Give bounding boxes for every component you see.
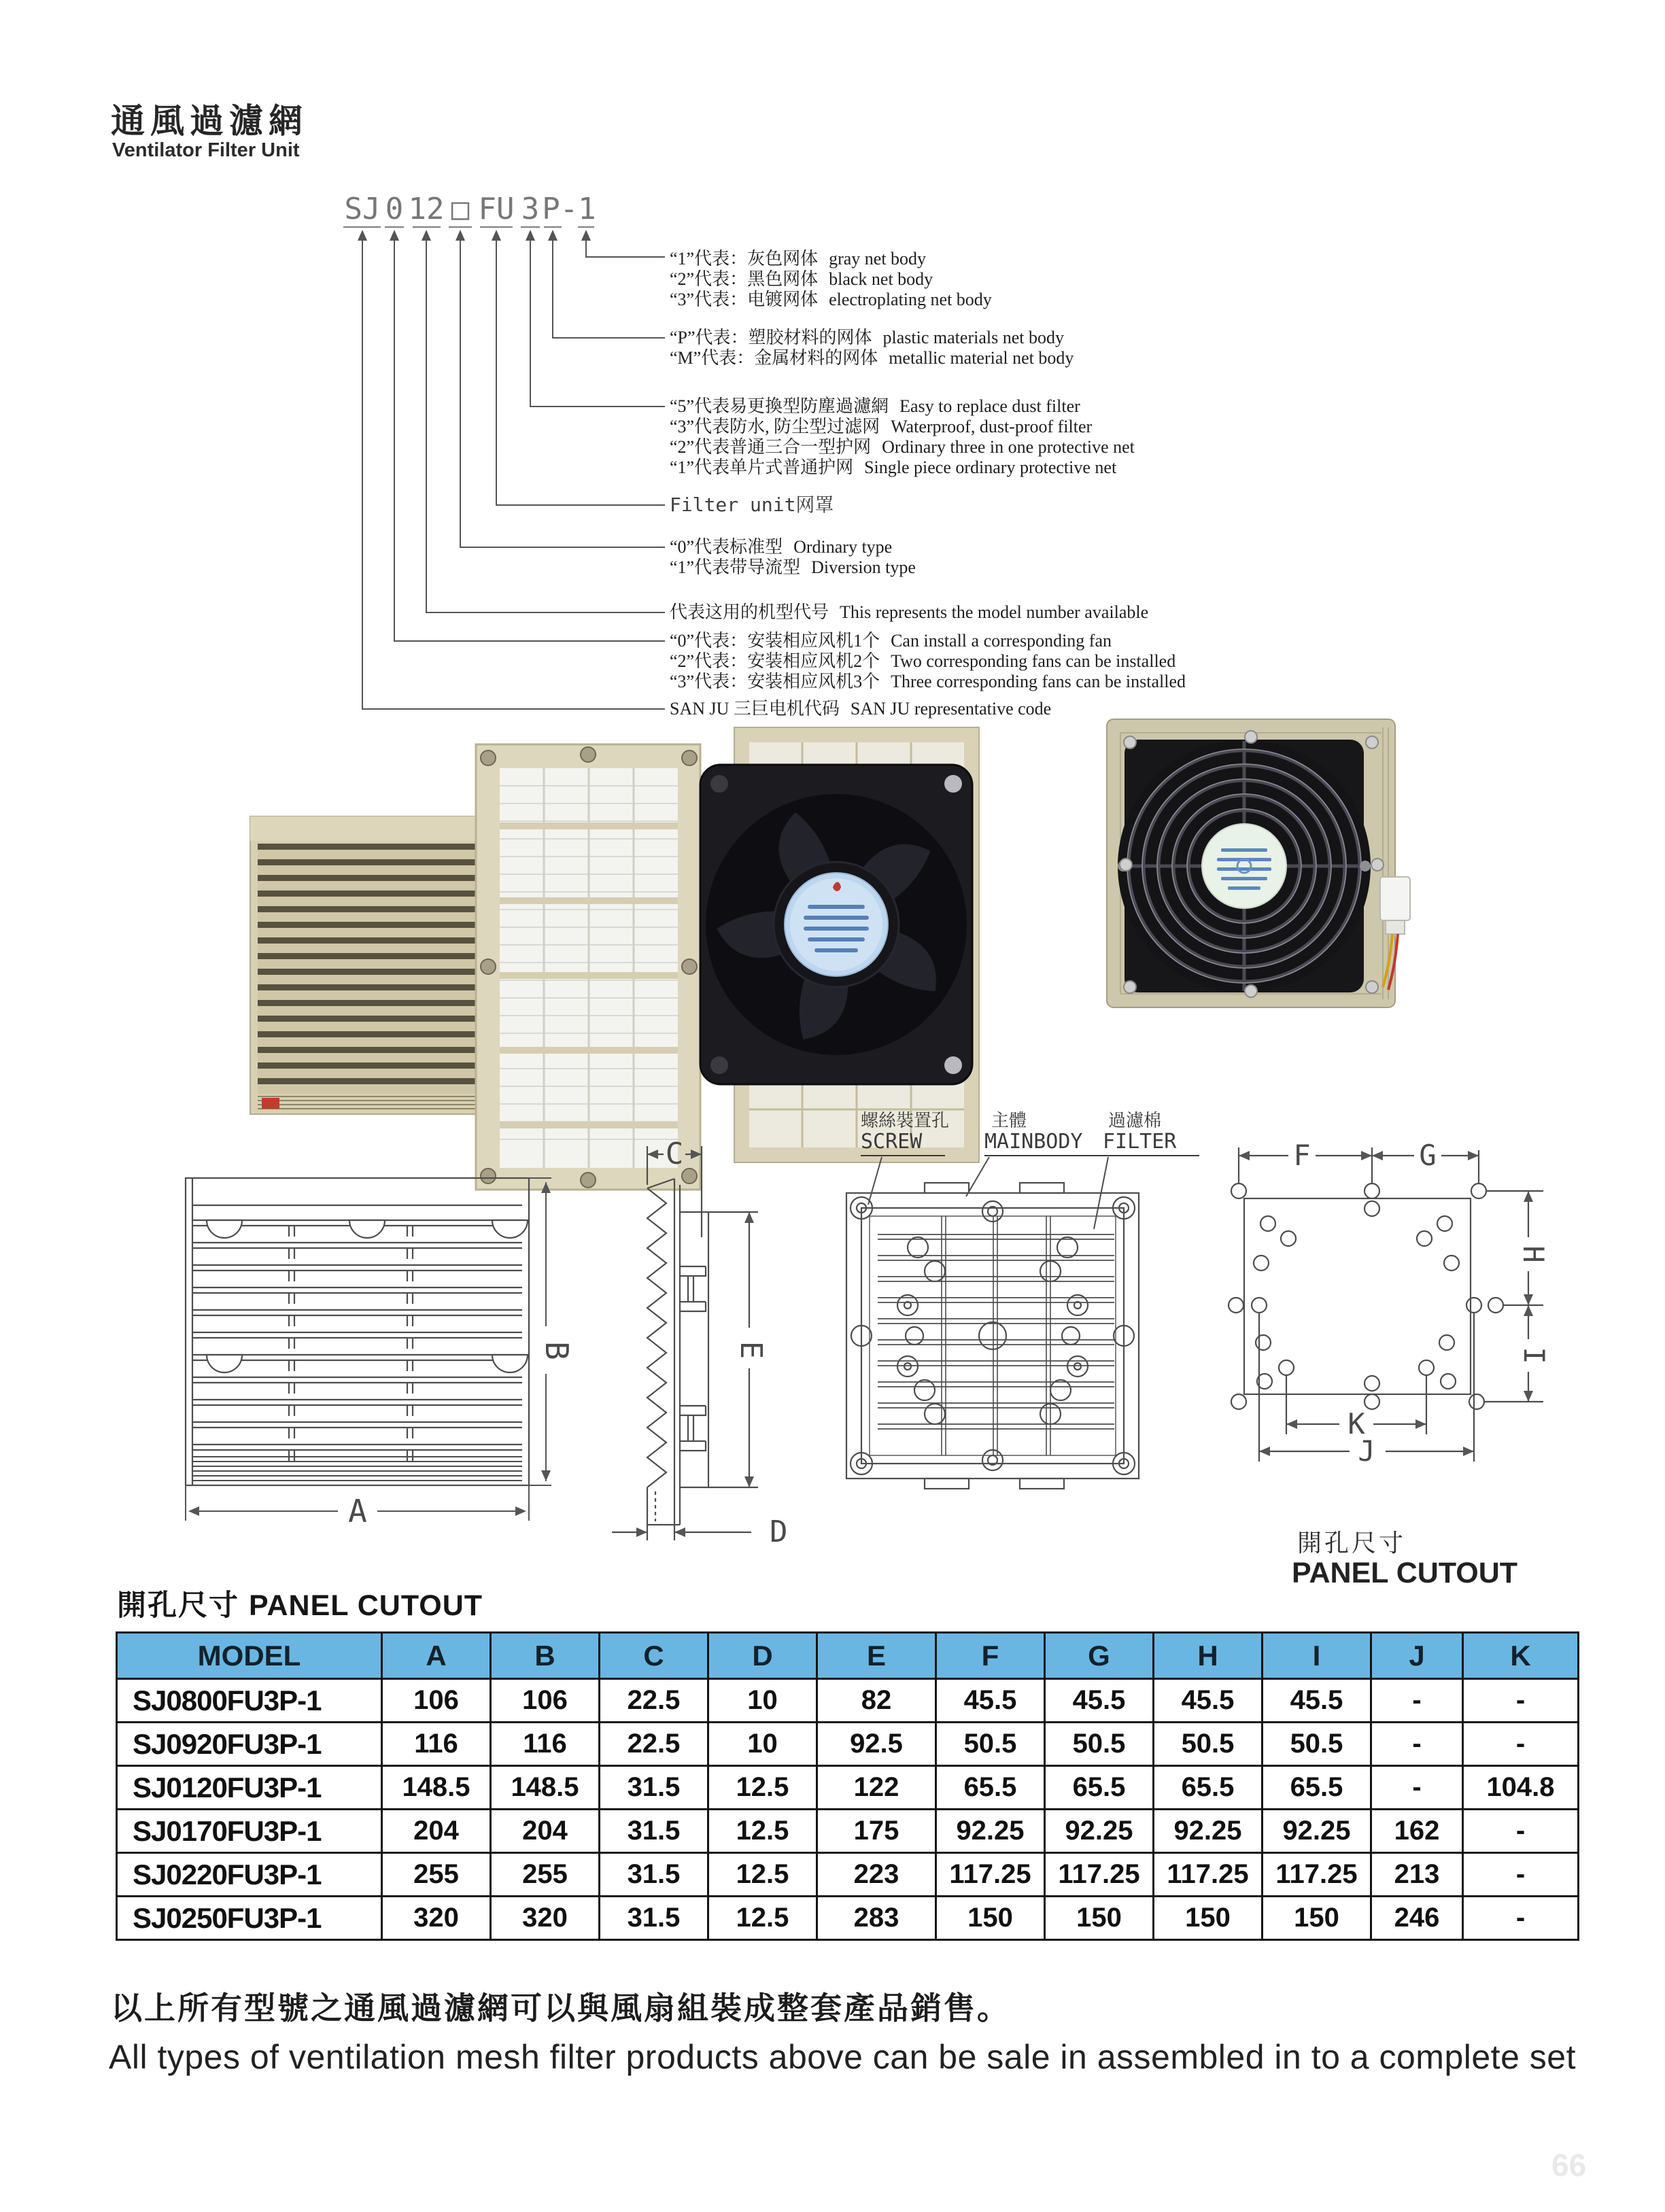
col-header-F: F — [936, 1633, 1045, 1679]
table-row — [117, 1723, 1579, 1766]
col-header-B: B — [491, 1633, 600, 1679]
table-row — [117, 1766, 1579, 1810]
col-header-D: D — [708, 1633, 817, 1679]
dim-cell: 104.8 — [1463, 1766, 1579, 1810]
cutout-caption-en: PANEL CUTOUT — [1292, 1557, 1518, 1589]
model-cell: SJ0220FU3P-1 — [117, 1853, 382, 1897]
legend-line: “0”代表：安装相应风机1个 Can install a corresponding fan — [670, 631, 1112, 651]
dim-cell: 65.5 — [1045, 1766, 1154, 1810]
col-header-C: C — [600, 1633, 708, 1679]
legend-line: “1”代表带导流型 Diversion type — [670, 557, 916, 577]
dim-label-a: A — [348, 1493, 367, 1530]
col-header-A: A — [382, 1633, 491, 1679]
dim-cell: 10 — [708, 1679, 817, 1723]
footer-note-en: All types of ventilation mesh filter products above can be sale in assembled in to a complete set — [109, 2038, 1576, 2076]
model-cell: SJ0120FU3P-1 — [117, 1766, 382, 1810]
label-screw-zh: 螺絲裝置孔 — [861, 1111, 950, 1130]
dim-cell: 12.5 — [708, 1766, 817, 1810]
col-header-I: I — [1263, 1633, 1371, 1679]
dim-label-g: G — [1419, 1139, 1437, 1172]
footer-note-zh: 以上所有型號之通風過濾網可以與風扇組裝成整套產品銷售。 — [111, 1990, 1010, 2026]
col-header-model: MODEL — [117, 1633, 382, 1679]
model-cell: SJ0170FU3P-1 — [117, 1810, 382, 1853]
table-caption-en: PANEL CUTOUT — [249, 1589, 483, 1622]
drawing-side-view — [598, 1120, 802, 1555]
model-cell: SJ0250FU3P-1 — [117, 1897, 382, 1940]
dim-cell: 150 — [1045, 1897, 1154, 1940]
dim-cell: 65.5 — [1154, 1766, 1263, 1810]
col-header-J: J — [1371, 1633, 1463, 1679]
legend-connector-lines — [362, 239, 665, 709]
dim-cell: 150 — [1154, 1897, 1263, 1940]
dim-cell: 92.25 — [936, 1810, 1045, 1853]
model-cell: SJ0920FU3P-1 — [117, 1723, 382, 1766]
label-screw-en: SCREW — [861, 1130, 945, 1156]
model-code-diagram — [326, 184, 666, 721]
dim-cell: 12.5 — [708, 1810, 817, 1853]
fan-guard — [1118, 740, 1371, 992]
dim-cell: 45.5 — [1263, 1679, 1371, 1723]
dim-cell: 92.25 — [1154, 1810, 1263, 1853]
dim-cell: 213 — [1371, 1853, 1463, 1897]
table-row — [117, 1679, 1579, 1723]
dim-label-e: E — [734, 1341, 768, 1360]
dim-cell: 45.5 — [1045, 1679, 1154, 1723]
legend-line: “2”代表：安装相应风机2个 Two corresponding fans can be installed — [670, 651, 1176, 671]
dim-cell: 122 — [817, 1766, 936, 1810]
col-header-K: K — [1463, 1633, 1579, 1679]
legend-group-1 — [670, 249, 992, 310]
dim-cell: 82 — [817, 1679, 936, 1723]
dim-cell: - — [1463, 1723, 1579, 1766]
legend-line: “5”代表易更換型防塵過濾網 Easy to replace dust filter — [670, 396, 1080, 416]
axial-fan — [700, 765, 972, 1084]
dim-cell: - — [1463, 1679, 1579, 1723]
dim-cell: 31.5 — [600, 1853, 708, 1897]
connector-arrowheads — [358, 230, 591, 241]
dim-cell: 92.25 — [1045, 1810, 1154, 1853]
dim-cell: 31.5 — [600, 1897, 708, 1940]
dim-cell: 12.5 — [708, 1897, 817, 1940]
code-segment-sj: SJ — [344, 192, 381, 226]
dim-cell: - — [1371, 1723, 1463, 1766]
legend-line: “3”代表防水, 防尘型过滤网 Waterproof, dust-proof filter — [670, 417, 1093, 436]
code-segment-p1: P-1 — [542, 192, 596, 226]
label-filter-en: FILTER — [1103, 1130, 1199, 1156]
dim-cell: 283 — [817, 1897, 936, 1940]
dim-cell: 10 — [708, 1723, 817, 1766]
dim-cell: 50.5 — [1045, 1723, 1154, 1766]
dim-cell: 150 — [936, 1897, 1045, 1940]
dim-cell: - — [1463, 1897, 1579, 1940]
legend-group-2 — [670, 328, 1074, 368]
legend-group-4 — [670, 495, 844, 515]
cutout-caption-zh: 開孔尺寸 — [1297, 1529, 1407, 1557]
dim-cell: 31.5 — [600, 1766, 708, 1810]
dim-cell: 246 — [1371, 1897, 1463, 1940]
legend-group-6 — [670, 602, 1148, 623]
table-header-row — [117, 1633, 1579, 1679]
table-caption-zh: 開孔尺寸 — [117, 1589, 239, 1622]
legend-line: “P”代表：塑胶材料的网体 plastic materials net body — [670, 328, 1064, 347]
dim-cell: - — [1371, 1766, 1463, 1810]
dim-cell: 65.5 — [1263, 1766, 1371, 1810]
dim-cell: 92.25 — [1263, 1810, 1371, 1853]
dim-cell: 106 — [382, 1679, 491, 1723]
code-segment-fu: FU — [478, 192, 515, 226]
dim-cell: 22.5 — [600, 1679, 708, 1723]
dim-cell: 92.5 — [817, 1723, 936, 1766]
drawing-front-view — [173, 1173, 575, 1543]
legend-group-5 — [670, 537, 916, 578]
dim-label-c: C — [665, 1137, 684, 1171]
table-row — [117, 1897, 1579, 1940]
dim-label-d: D — [770, 1515, 788, 1549]
drawing-mainbody-view — [840, 1176, 1152, 1496]
dim-cell: 31.5 — [600, 1810, 708, 1853]
dim-cell: 45.5 — [936, 1679, 1045, 1723]
panel-cutout-table — [116, 1631, 1579, 1941]
table-caption — [117, 1583, 483, 1624]
dimension-b — [529, 1178, 551, 1485]
code-segment-3: 3 — [521, 192, 540, 226]
fan-center-label — [1202, 824, 1286, 908]
col-header-H: H — [1154, 1633, 1263, 1679]
legend-line: “M”代表：金属材料的网体 metallic material net body — [670, 348, 1074, 368]
legend-group-7 — [670, 631, 1186, 692]
dim-cell: 116 — [491, 1723, 600, 1766]
dim-cell: 50.5 — [1263, 1723, 1371, 1766]
dim-label-f: F — [1293, 1139, 1311, 1172]
dim-label-i: I — [1517, 1347, 1551, 1364]
col-header-G: G — [1045, 1633, 1154, 1679]
dim-cell: 162 — [1371, 1810, 1463, 1853]
dim-cell: 45.5 — [1154, 1679, 1263, 1723]
label-mainbody-zh: 主體 — [991, 1111, 1027, 1130]
dim-cell: 117.25 — [1263, 1853, 1371, 1897]
legend-line: “3”代表：安装相应风机3个 Three corresponding fans can be installed — [670, 672, 1186, 691]
legend-line: “2”代表普通三合一型护网 Ordinary three in one protective net — [670, 437, 1135, 457]
code-segment-0: 0 — [385, 192, 404, 226]
dim-cell: 50.5 — [936, 1723, 1045, 1766]
dim-cell: 320 — [491, 1897, 600, 1940]
dim-cell: 148.5 — [491, 1766, 600, 1810]
code-segment-12: 12 — [408, 192, 445, 226]
page-subtitle: Ventilator Filter Unit — [112, 139, 300, 161]
dim-cell: 117.25 — [1154, 1853, 1263, 1897]
brand-logo — [262, 1098, 279, 1109]
dim-label-b: B — [538, 1341, 575, 1360]
dim-cell: 175 — [817, 1810, 936, 1853]
legend-group-3 — [670, 396, 1135, 478]
legend-line: Filter unit网罩 — [670, 494, 834, 516]
dim-cell: 65.5 — [936, 1766, 1045, 1810]
code-segment-box: □ — [451, 192, 470, 226]
dim-label-h: H — [1517, 1245, 1550, 1263]
dim-cell: - — [1463, 1810, 1579, 1853]
legend-line: 代表这用的机型代号 This represents the model number available — [670, 602, 1149, 622]
legend-line: “1”代表单片式普通护网 Single piece ordinary protective net — [670, 457, 1117, 477]
legend-group-8 — [670, 699, 1051, 719]
legend-line: SAN JU 三巨电机代码 SAN JU representative code — [670, 699, 1052, 719]
legend-line: “1”代表：灰色网体 gray net body — [670, 249, 927, 269]
dim-cell: 255 — [382, 1853, 491, 1897]
label-mainbody-en: MAINBODY — [984, 1130, 1106, 1156]
dim-cell: 50.5 — [1154, 1723, 1263, 1766]
dim-cell: 150 — [1263, 1897, 1371, 1940]
dim-cell: 22.5 — [600, 1723, 708, 1766]
dim-cell: 106 — [491, 1679, 600, 1723]
label-filter-zh: 過濾棉 — [1108, 1111, 1162, 1130]
dim-cell: 320 — [382, 1897, 491, 1940]
dim-cell: 12.5 — [708, 1853, 817, 1897]
legend-line: “0”代表标准型 Ordinary type — [670, 537, 893, 557]
page-title: 通風過濾網 — [111, 102, 308, 140]
page-number: 66 — [1551, 2147, 1587, 2183]
dim-label-j: J — [1358, 1434, 1375, 1468]
dim-cell: - — [1371, 1679, 1463, 1723]
dim-cell: 117.25 — [1045, 1853, 1154, 1897]
dim-cell: 255 — [491, 1853, 600, 1897]
dim-cell: 204 — [491, 1810, 600, 1853]
legend-line: “2”代表：黑色网体 black net body — [670, 269, 933, 289]
dim-cell: 117.25 — [936, 1853, 1045, 1897]
dim-label-k: K — [1348, 1407, 1365, 1440]
photo-assembled-unit — [1081, 714, 1421, 1013]
drawing-panel-cutout — [1203, 1115, 1557, 1577]
dim-cell: 223 — [817, 1853, 936, 1897]
dim-cell: 116 — [382, 1723, 491, 1766]
dim-cell: 148.5 — [382, 1766, 491, 1810]
legend-line: “3”代表：电镀网体 electroplating net body — [670, 290, 992, 309]
col-header-E: E — [817, 1633, 936, 1679]
table-row — [117, 1853, 1579, 1897]
dim-cell: - — [1463, 1853, 1579, 1897]
model-cell: SJ0800FU3P-1 — [117, 1679, 382, 1723]
dim-cell: 204 — [382, 1810, 491, 1853]
table-row — [117, 1810, 1579, 1853]
